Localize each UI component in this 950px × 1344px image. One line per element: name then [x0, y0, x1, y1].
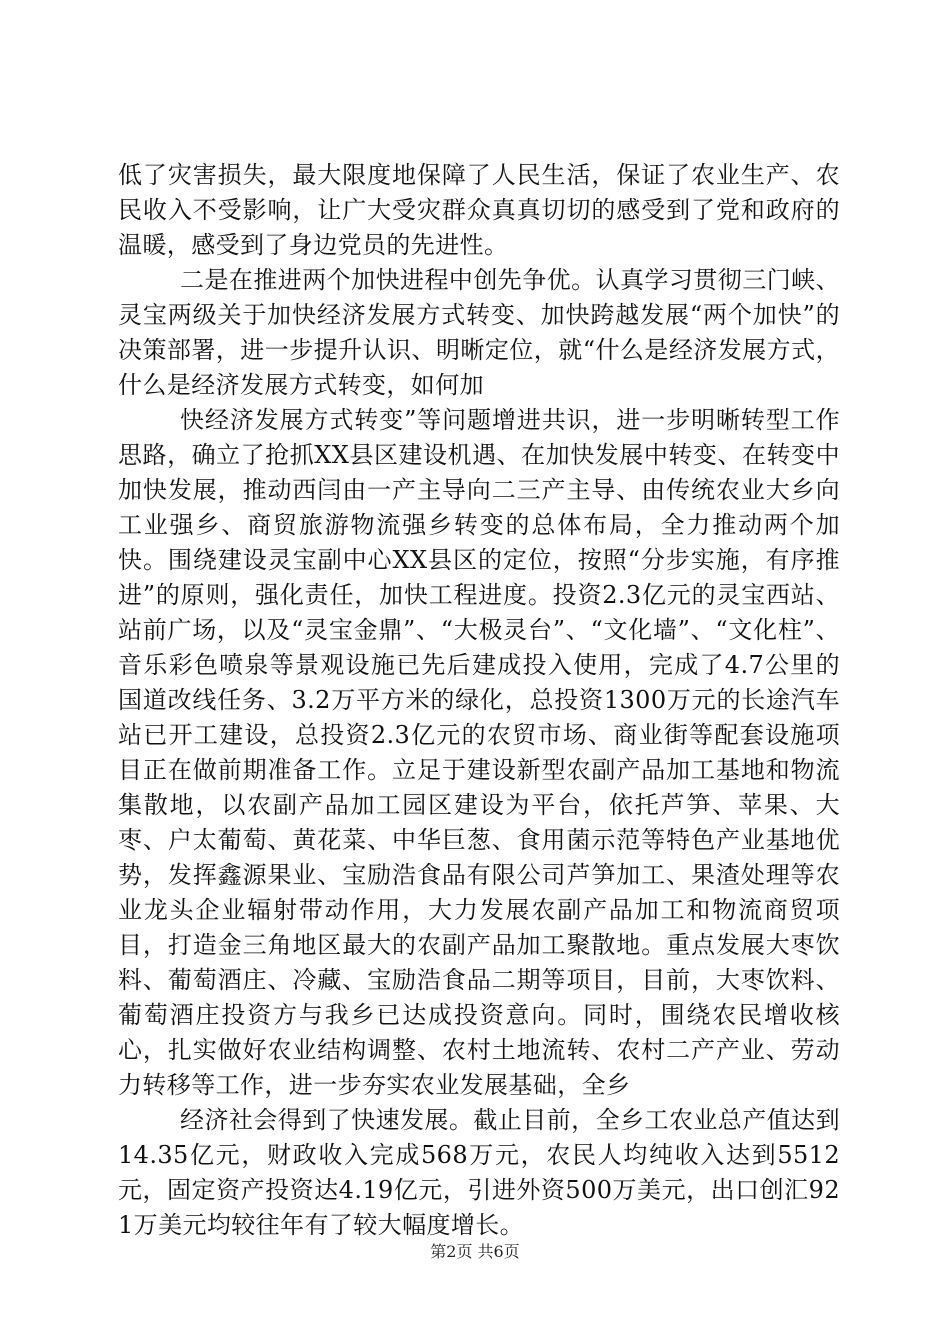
paragraph-3: 快经济发展方式转变”等问题增进共识，进一步明晰转型工作思路，确立了抢抓XX县区建设机遇、在加快发展中转变、在转变中加快发展，推动西闫由一产主导向二三产主导、由传统农业大乡向工业强乡、商贸旅游物流强乡转变的总体布局，全力推动两个加快。围绕建设灵宝副中心XX县区的定位，按照“分步实施，有序推进”的原则，强化责任，加快工程进度。投资2.3亿元的灵宝西站、站前广场，以及“灵宝金鼎”、“大极灵台”、“文化墙”、“文化柱”、音乐彩色喷泉等景观设施已先后建成投入使用，完成了4.7公里的国道改线任务、3.2万平方米的绿化，总投资1300万元的长途汽车站已开工建设，总投资2.3亿元的农贸市场、商业街等配套设施项目正在做前期准备工作。立足于建设新型农副产品加工基地和物流集散地，以农副产品加工园区建设为平台，依托芦笋、苹果、大枣、户太葡萄、黄花菜、中华巨葱、食用菌示范等特色产业基地优势，发挥鑫源果业、宝励浩食品有限公司芦笋加工、果渣处理等农业龙头企业辐射带动作用，大力发展农副产品加工和物流商贸项目，打造金三角地区最大的农副产品加工聚散地。重点发展大枣饮料、葡萄酒庄、冷藏、宝励浩食品二期等项目，目前，大枣饮料、葡萄酒庄投资方与我乡已达成投资意向。同时，围绕农民增收核心，扎实做好农业结构调整、农村土地流转、农村二产产业、劳动力转移等工作，进一步夯实农业发展基础，全乡	[118, 406, 840, 1099]
paragraph-2: 二是在推进两个加快进程中创先争优。认真学习贯彻三门峡、灵宝两级关于加快经济发展方式转变、加快跨越发展“两个加快”的决策部署，进一步提升认识、明晰定位，就“什么是经济发展方式，什么是经济发展方式转变，如何加	[118, 266, 840, 399]
page-footer: 第2页 共6页	[430, 1242, 520, 1261]
document-body	[118, 158, 840, 1243]
paragraph-4: 经济社会得到了快速发展。截止目前，全乡工农业总产值达到14.35亿元，财政收入完成568万元，农民人均纯收入达到5512元，固定资产投资达4.19亿元，引进外资500万美元，出口创汇921万美元均较往年有了较大幅度增长。	[118, 1106, 840, 1239]
paragraph-1: 低了灾害损失，最大限度地保障了人民生活，保证了农业生产、农民收入不受影响，让广大受灾群众真真切切的感受到了党和政府的温暖，感受到了身边党员的先进性。	[118, 161, 840, 259]
